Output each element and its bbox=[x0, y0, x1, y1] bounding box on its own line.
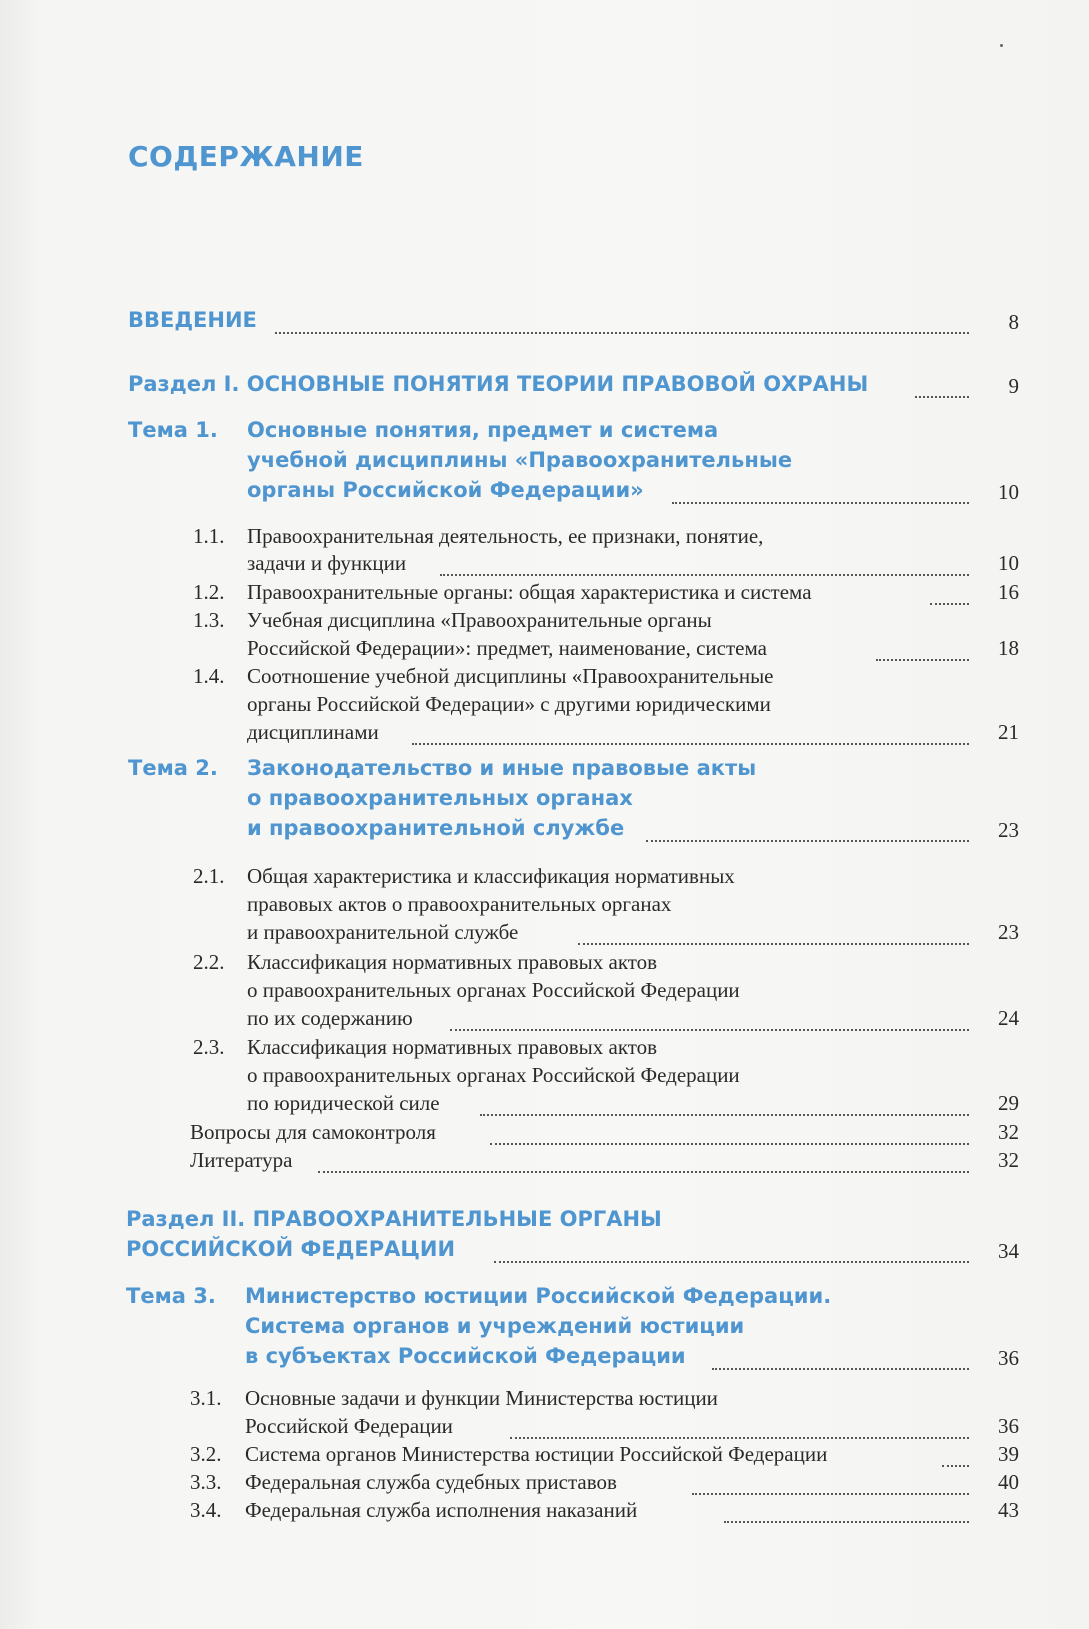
toc-topic-3-page: 36 bbox=[998, 1346, 1019, 1370]
toc-sub-2-2-line-1[interactable]: Классификация нормативных правовых актов bbox=[247, 950, 658, 974]
dot-leader bbox=[440, 574, 969, 576]
toc-sub-1-4-line-1[interactable]: Соотношение учебной дисциплины «Правоохранительные bbox=[247, 664, 774, 688]
toc-sub-3-1-page: 36 bbox=[998, 1414, 1019, 1438]
toc-sub-2-1-line-1[interactable]: Общая характеристика и классификация нормативных bbox=[247, 864, 735, 888]
toc-topic-1-number: Тема 1. bbox=[128, 418, 218, 442]
toc-topic-2-line-2[interactable]: о правоохранительных органах bbox=[247, 786, 633, 810]
toc-sub-3-3-line-1[interactable]: Федеральная служба судебных приставов bbox=[245, 1470, 617, 1494]
dot-leader bbox=[672, 502, 969, 504]
toc-sub-2-2-page: 24 bbox=[998, 1006, 1019, 1030]
dot-leader bbox=[915, 396, 969, 398]
toc-sub-1-1-page: 10 bbox=[998, 551, 1019, 575]
toc-sub-1-1-line-1[interactable]: Правоохранительная деятельность, ее признаки, понятие, bbox=[247, 524, 764, 548]
toc-literature-label[interactable]: Литература bbox=[190, 1148, 293, 1172]
toc-topic-1-line-3[interactable]: органы Российской Федерации» bbox=[247, 478, 644, 502]
dot-leader bbox=[724, 1521, 969, 1523]
toc-topic-3-line-1[interactable]: Министерство юстиции Российской Федерации. bbox=[245, 1284, 832, 1308]
dot-leader bbox=[480, 1114, 969, 1116]
toc-intro-page: 8 bbox=[1008, 310, 1019, 334]
dot-leader bbox=[712, 1368, 969, 1370]
dot-leader bbox=[490, 1143, 969, 1145]
toc-topic-1-line-2[interactable]: учебной дисциплины «Правоохранительные bbox=[247, 448, 793, 472]
toc-section-1-page: 9 bbox=[1008, 374, 1019, 398]
toc-sub-3-1-line-2[interactable]: Российской Федерации bbox=[245, 1414, 453, 1438]
toc-sub-3-2-page: 39 bbox=[998, 1442, 1019, 1466]
toc-sub-2-1-line-2[interactable]: правовых актов о правоохранительных органах bbox=[247, 892, 672, 916]
toc-sub-2-2-line-2[interactable]: о правоохранительных органах Российской Федерации bbox=[247, 978, 740, 1002]
toc-sub-1-3-page: 18 bbox=[998, 636, 1019, 660]
dot-leader bbox=[450, 1029, 969, 1031]
toc-sub-1-2-number: 1.2. bbox=[193, 580, 225, 604]
toc-literature-page: 32 bbox=[998, 1148, 1019, 1172]
toc-sub-2-3-page: 29 bbox=[998, 1091, 1019, 1115]
toc-sub-3-4-line-1[interactable]: Федеральная служба исполнения наказаний bbox=[245, 1498, 638, 1522]
toc-sub-1-1-number: 1.1. bbox=[193, 524, 225, 548]
toc-sub-1-1-line-2[interactable]: задачи и функции bbox=[247, 551, 407, 575]
toc-section-2-page: 34 bbox=[998, 1239, 1019, 1263]
toc-sub-1-4-number: 1.4. bbox=[193, 664, 225, 688]
toc-section-2-line-2[interactable]: РОССИЙСКОЙ ФЕДЕРАЦИИ bbox=[126, 1237, 456, 1261]
toc-questions-label[interactable]: Вопросы для самоконтроля bbox=[190, 1120, 436, 1144]
toc-sub-1-3-line-1[interactable]: Учебная дисциплина «Правоохранительные органы bbox=[247, 608, 712, 632]
toc-topic-1-line-1[interactable]: Основные понятия, предмет и система bbox=[247, 418, 719, 442]
toc-sub-3-1-line-1[interactable]: Основные задачи и функции Министерства юстиции bbox=[245, 1386, 718, 1410]
toc-sub-3-1-number: 3.1. bbox=[190, 1386, 222, 1410]
toc-topic-3-line-2[interactable]: Система органов и учреждений юстиции bbox=[245, 1314, 745, 1338]
toc-topic-2-line-1[interactable]: Законодательство и иные правовые акты bbox=[247, 756, 757, 780]
toc-sub-2-1-line-3[interactable]: и правоохранительной службе bbox=[247, 920, 519, 944]
toc-sub-2-1-number: 2.1. bbox=[193, 864, 225, 888]
toc-sub-2-3-line-3[interactable]: по юридической силе bbox=[247, 1091, 440, 1115]
toc-sub-2-2-line-3[interactable]: по их содержанию bbox=[247, 1006, 413, 1030]
toc-sub-1-3-number: 1.3. bbox=[193, 608, 225, 632]
dot-leader bbox=[876, 659, 969, 661]
toc-sub-3-4-number: 3.4. bbox=[190, 1498, 222, 1522]
toc-sub-3-3-number: 3.3. bbox=[190, 1470, 222, 1494]
toc-sub-1-4-page: 21 bbox=[998, 720, 1019, 744]
dot-leader bbox=[318, 1171, 969, 1173]
page-title: СОДЕРЖАНИЕ bbox=[128, 140, 364, 173]
toc-intro-label[interactable]: ВВЕДЕНИЕ bbox=[128, 308, 257, 332]
dot-leader bbox=[494, 1261, 969, 1263]
dot-leader bbox=[646, 840, 969, 842]
toc-topic-2-number: Тема 2. bbox=[128, 756, 218, 780]
dot-leader bbox=[942, 1465, 969, 1467]
toc-questions-page: 32 bbox=[998, 1120, 1019, 1144]
toc-sub-2-3-line-1[interactable]: Классификация нормативных правовых актов bbox=[247, 1035, 658, 1059]
toc-sub-2-1-page: 23 bbox=[998, 920, 1019, 944]
toc-sub-1-4-line-2[interactable]: органы Российской Федерации» с другими юридическими bbox=[247, 692, 771, 716]
toc-topic-2-page: 23 bbox=[998, 818, 1019, 842]
toc-sub-2-2-number: 2.2. bbox=[193, 950, 225, 974]
toc-section-2-line-1[interactable]: Раздел II. ПРАВООХРАНИТЕЛЬНЫЕ ОРГАНЫ bbox=[126, 1207, 662, 1231]
dot-leader bbox=[578, 943, 969, 945]
toc-sub-3-2-line-1[interactable]: Система органов Министерства юстиции Российской Федерации bbox=[245, 1442, 828, 1466]
toc-sub-1-4-line-3[interactable]: дисциплинами bbox=[247, 720, 379, 744]
toc-topic-3-number: Тема 3. bbox=[126, 1284, 216, 1308]
toc-topic-2-line-3[interactable]: и правоохранительной службе bbox=[247, 816, 625, 840]
dot-leader bbox=[412, 743, 969, 745]
dot-leader bbox=[510, 1437, 969, 1439]
toc-sub-2-3-number: 2.3. bbox=[193, 1035, 225, 1059]
toc-section-1-label[interactable]: Раздел I. ОСНОВНЫЕ ПОНЯТИЯ ТЕОРИИ ПРАВОВОЙ ОХРАНЫ bbox=[128, 372, 869, 396]
toc-sub-1-2-page: 16 bbox=[998, 580, 1019, 604]
dot-leader bbox=[692, 1493, 969, 1495]
dot-leader bbox=[930, 603, 969, 605]
toc-sub-3-3-page: 40 bbox=[998, 1470, 1019, 1494]
dot-leader bbox=[275, 332, 969, 334]
speck-mark bbox=[1000, 44, 1003, 47]
toc-topic-1-page: 10 bbox=[998, 480, 1019, 504]
toc-sub-2-3-line-2[interactable]: о правоохранительных органах Российской Федерации bbox=[247, 1063, 740, 1087]
toc-sub-3-2-number: 3.2. bbox=[190, 1442, 222, 1466]
toc-sub-1-2-line-1[interactable]: Правоохранительные органы: общая характеристика и система bbox=[247, 580, 812, 604]
toc-sub-3-4-page: 43 bbox=[998, 1498, 1019, 1522]
toc-topic-3-line-3[interactable]: в субъектах Российской Федерации bbox=[245, 1344, 686, 1368]
toc-sub-1-3-line-2[interactable]: Российской Федерации»: предмет, наименование, система bbox=[247, 636, 767, 660]
